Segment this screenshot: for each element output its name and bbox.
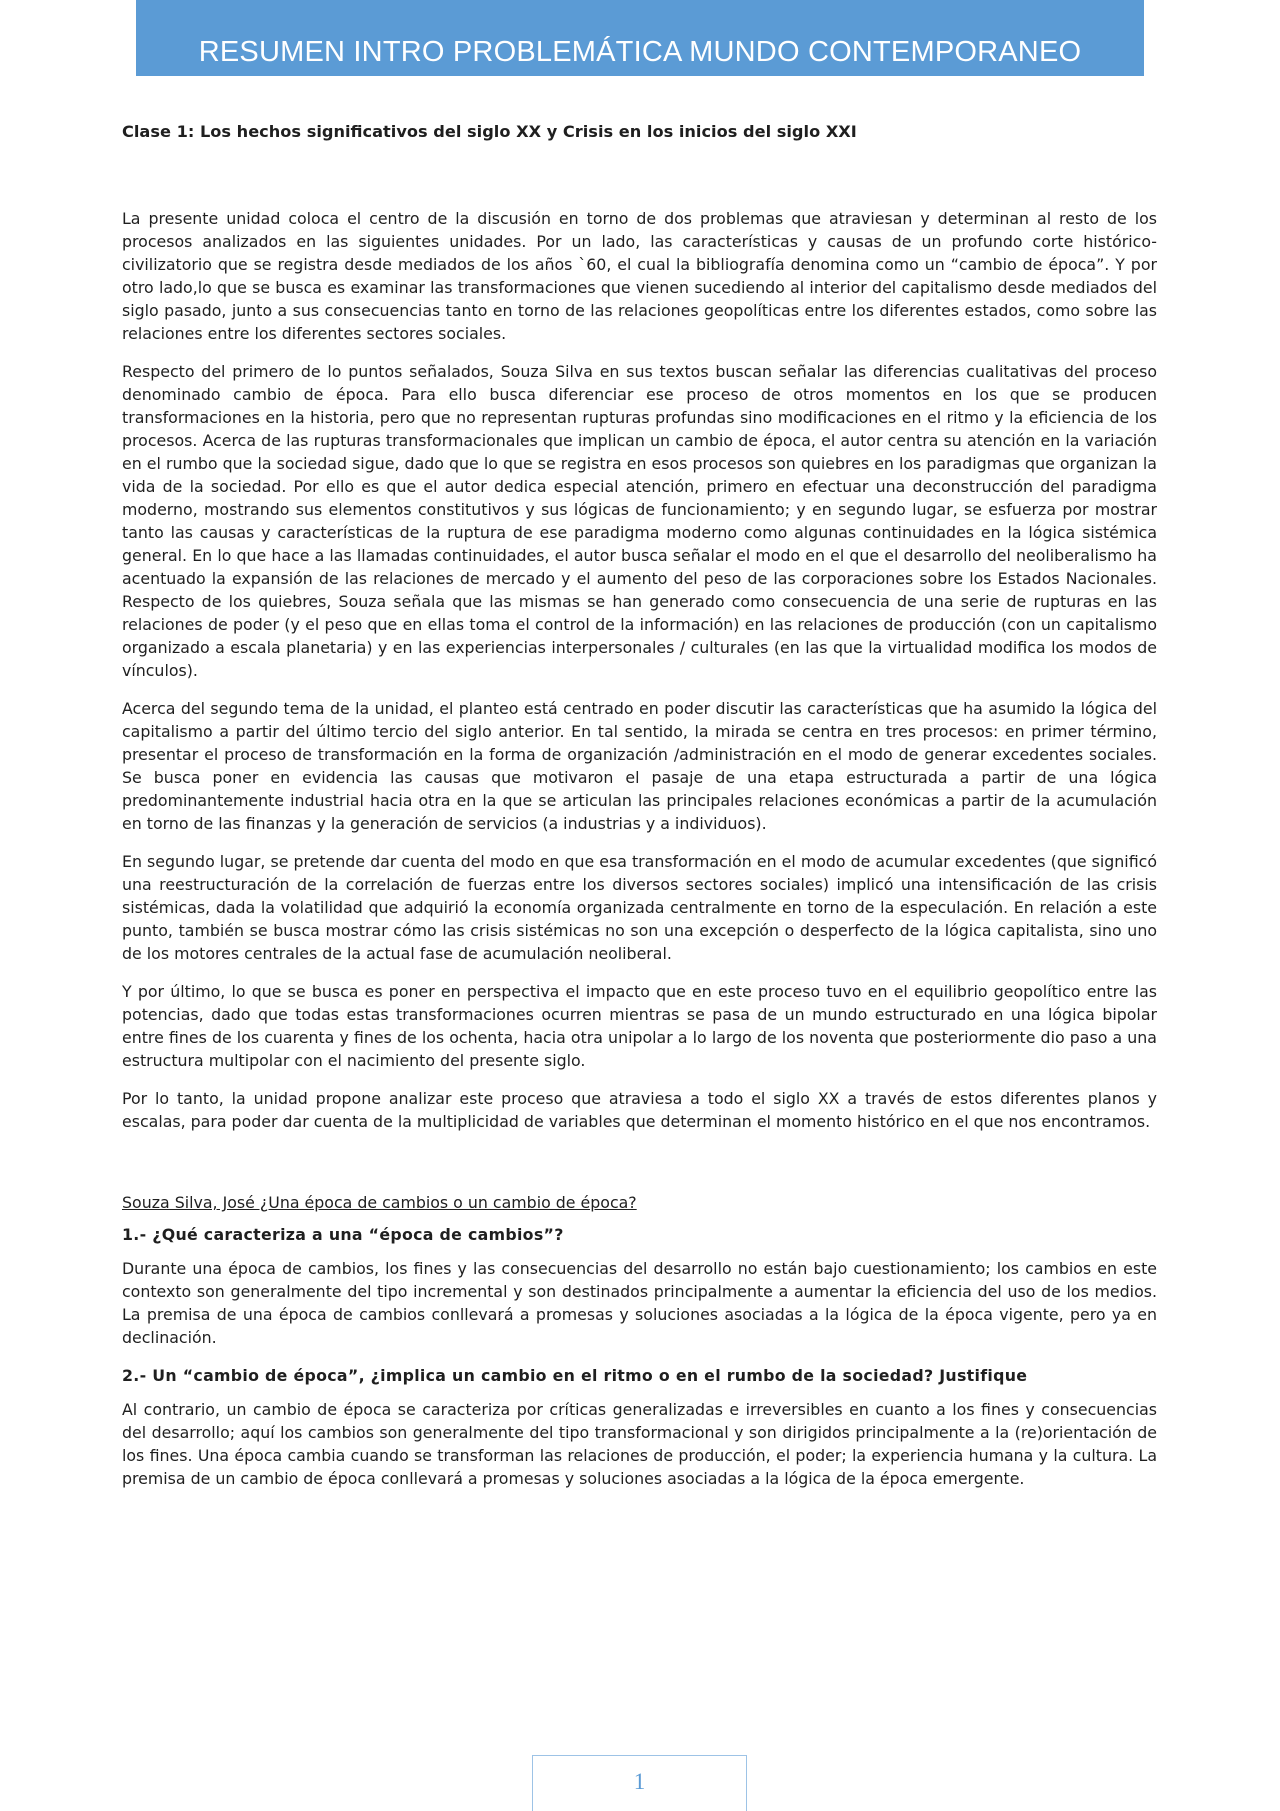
paragraph: Respecto del primero de lo puntos señalados, Souza Silva en sus textos buscan señalar las diferencias cualitativas del proceso denominado cambio de época. Para ello busca diferenciar ese proceso de otros momentos en los que se producen transformaciones en la historia, pero que no representan rupturas profundas sino modificaciones en el ritmo y la eficiencia de los procesos. Acerca de las rupturas transformacionales que implican un cambio de época, el autor centra su atención en la variación en el rumbo que la sociedad sigue, dado que lo que se registra en esos procesos son quiebres en los paradigmas que organizan la vida de la sociedad. Por ello es que el autor dedica especial atención, primero en efectuar una deconstrucción del paradigma moderno, mostrando sus elementos constitutivos y sus lógicas de funcionamiento; y en segundo lugar, se esfuerza por mostrar tanto las causas y características de la ruptura de ese paradigma moderno como algunas continuidades en la lógica sistémica general. En lo que hace a las llamadas continuidades, el autor busca señalar el modo en el que el desarrollo del neoliberalismo ha acentuado la expansión de las relaciones de mercado y el aumento del peso de las corporaciones sobre los Estados Nacionales. Respecto de los quiebres, Souza señala que las mismas se han generado como consecuencia de una serie de rupturas en las relaciones de poder (y el peso que en ellas toma el control de la información) en las relaciones de producción (con un capitalismo organizado a escala planetaria) y en las experiencias interpersonales / culturales (en las que la virtualidad modifica los modos de vínculos).	[122, 362, 1157, 680]
question-2: 2.- Un “cambio de época”, ¿implica un cambio en el ritmo o en el rumbo de la sociedad? Justifique	[122, 1366, 1028, 1385]
paragraph: En segundo lugar, se pretende dar cuenta del modo en que esa transformación en el modo de acumular excedentes (que significó una reestructuración de la correlación de fuerzas entre los diversos sectores sociales) implicó una intensificación de las crisis sistémicas, dada la volatilidad que adquirió la economía organizada centralmente en torno de la especulación. En relación a este punto, también se busca mostrar cómo las crisis sistémicas no son una excepción o desperfecto de la lógica capitalista, sino uno de los motores centrales de la actual fase de acumulación neoliberal.	[122, 852, 1157, 963]
page-number-box	[532, 1755, 747, 1811]
paragraph: La presente unidad coloca el centro de la discusión en torno de dos problemas que atraviesan y determinan al resto de los procesos analizados en las siguientes unidades. Por un lado, las características y causas de un profundo corte histórico-civilizatorio que se registra desde mediados de los años `60, el cual la bibliografía denomina como un “cambio de época”. Y por otro lado,lo que se busca es examinar las transformaciones que vienen sucediendo al interior del capitalismo desde mediados del siglo pasado, junto a sus consecuencias tanto en torno de las relaciones geopolíticas entre los diferentes estados, como sobre las relaciones entre los diferentes sectores sociales.	[122, 209, 1157, 343]
paragraph: Y por último, lo que se busca es poner en perspectiva el impacto que en este proceso tuvo en el equilibrio geopolítico entre las potencias, dado que todas estas transformaciones ocurren mientras se pasa de un mundo estructurado en una lógica bipolar entre fines de los cuarenta y fines de los ochenta, hacia otra unipolar a lo largo de los noventa que posteriormente dio paso a una estructura multipolar con el nacimiento del presente siglo.	[122, 982, 1157, 1070]
paragraph: Acerca del segundo tema de la unidad, el planteo está centrado en poder discutir las características que ha asumido la lógica del capitalismo a partir del último tercio del siglo anterior. En tal sentido, la mirada se centra en tres procesos: en primer término, presentar el proceso de transformación en la forma de organización /administración en el modo de generar excedentes sociales. Se busca poner en evidencia las causas que motivaron el pasaje de una etapa estructurada a partir de una lógica predominantemente industrial hacia otra en la que se articulan las principales relaciones económicas a partir de la acumulación en torno de las finanzas y la generación de servicios (a industrias y a individuos).	[122, 699, 1157, 833]
document-body	[122, 120, 1157, 1505]
document-title: RESUMEN INTRO PROBLEMÁTICA MUNDO CONTEMPORANEO	[198, 36, 1082, 68]
header-band	[136, 0, 1144, 76]
answer-1: Durante una época de cambios, los fines y las consecuencias del desarrollo no están bajo cuestionamiento; los cambios en este contexto son generalmente del tipo incremental y son destinados principalmente a aumentar la eficiencia del uso de los medios. La premisa de una época de cambios conllevará a promesas y soluciones asociadas a la lógica de la época vigente, pero ya en declinación.	[122, 1259, 1157, 1347]
reading-title: Souza Silva, José ¿Una época de cambios o un cambio de época?	[122, 1193, 637, 1212]
section-title: Clase 1: Los hechos significativos del siglo XX y Crisis en los inicios del siglo XXI	[122, 122, 857, 141]
paragraph: Por lo tanto, la unidad propone analizar este proceso que atraviesa a todo el siglo XX a través de estos diferentes planos y escalas, para poder dar cuenta de la multiplicidad de variables que determinan el momento histórico en el que nos encontramos.	[122, 1089, 1157, 1131]
page-number: 1	[633, 1768, 646, 1794]
answer-2: Al contrario, un cambio de época se caracteriza por críticas generalizadas e irreversibles en cuanto a los fines y consecuencias del desarrollo; aquí los cambios son generalmente del tipo transformacional y son dirigidos principalmente a la (re)orientación de los fines. Una época cambia cuando se transforman las relaciones de producción, el poder; la experiencia humana y la cultura. La premisa de un cambio de época conllevará a promesas y soluciones asociadas a la lógica de la época emergente.	[122, 1400, 1157, 1488]
question-1: 1.- ¿Qué caracteriza a una “época de cambios”?	[122, 1225, 564, 1244]
